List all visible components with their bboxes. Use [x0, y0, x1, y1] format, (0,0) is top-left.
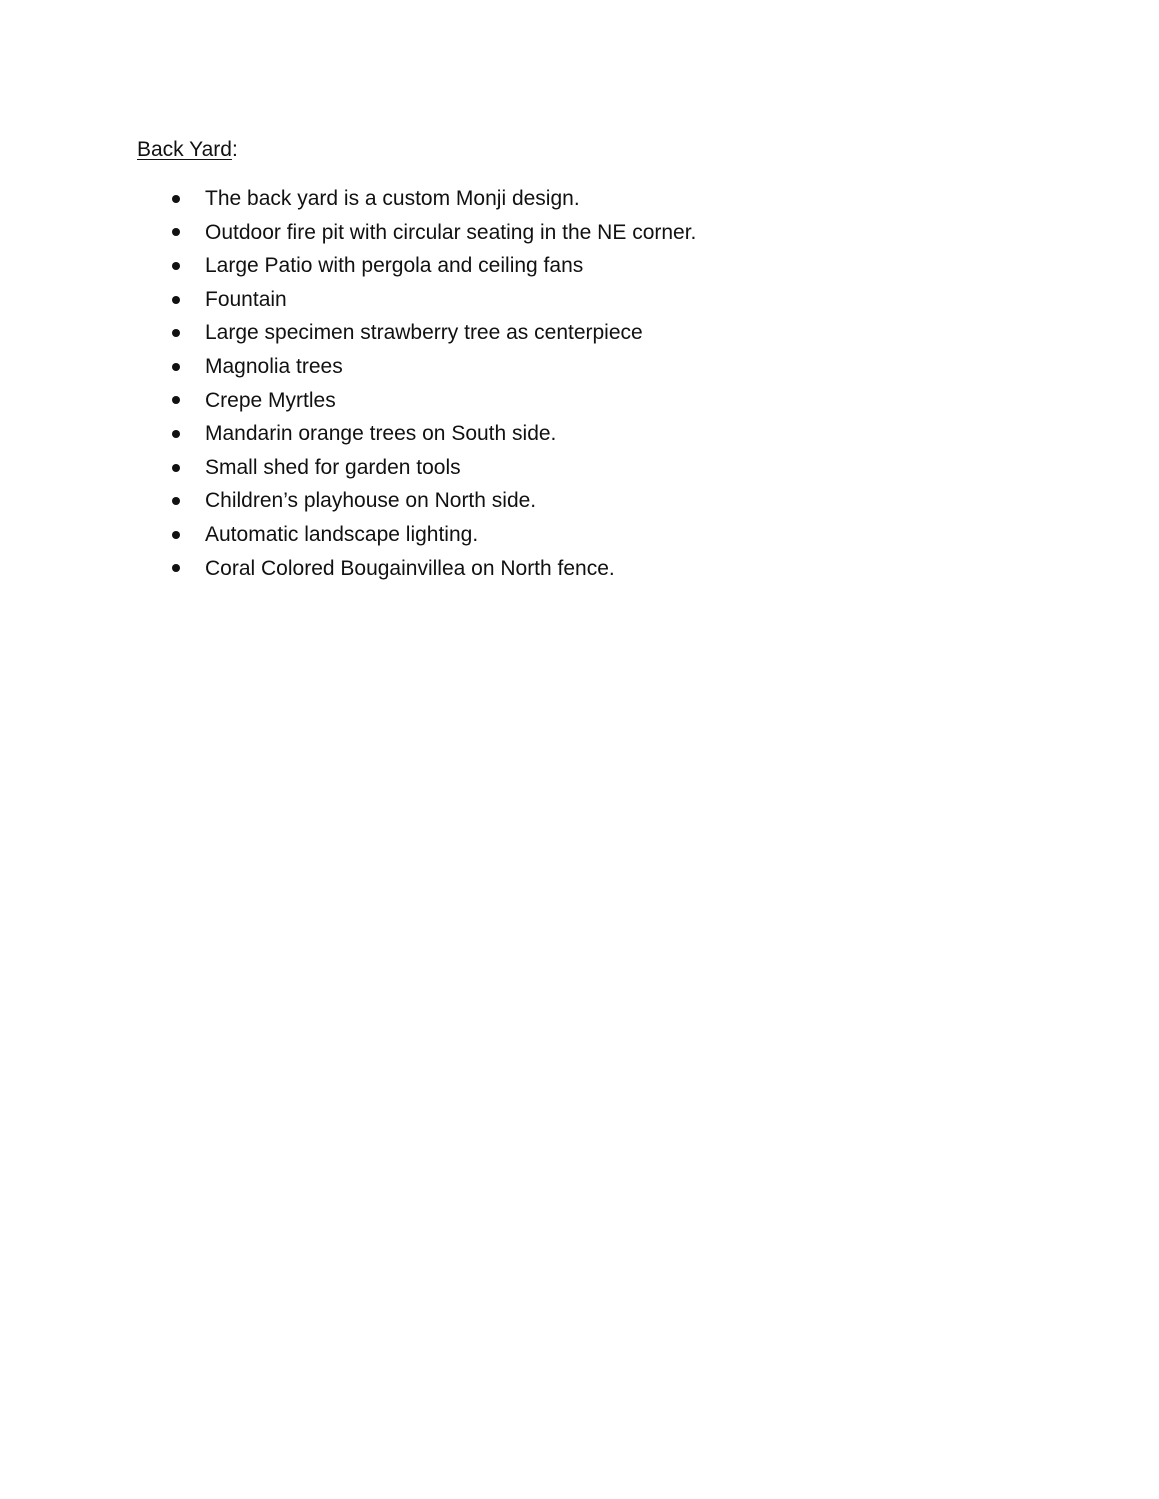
bullet-icon	[172, 464, 180, 472]
list-item-text: The back yard is a custom Monji design.	[205, 187, 580, 210]
bullet-icon	[172, 363, 180, 371]
bullet-icon	[172, 497, 180, 505]
list-item-text: Fountain	[205, 287, 287, 311]
list-item-text: Large specimen strawberry tree as centerpiece	[205, 321, 643, 345]
bullet-icon	[172, 195, 180, 203]
list-item-text: Large Patio with pergola and ceiling fans	[205, 254, 584, 278]
section-heading-title: Back Yard	[137, 138, 232, 161]
list-item-text: Children’s playhouse on North side.	[205, 489, 537, 513]
bullet-icon	[172, 262, 180, 270]
bullet-icon	[172, 430, 180, 438]
list-item-text: Automatic landscape lighting.	[205, 522, 479, 546]
bullet-icon	[172, 564, 180, 572]
bullet-icon	[172, 228, 180, 236]
list-item-text: Crepe Myrtles	[205, 388, 336, 412]
section-heading	[137, 136, 238, 164]
list-item-text: Small shed for garden tools	[205, 455, 461, 479]
bullet-icon	[172, 531, 180, 539]
section-heading-colon: :	[231, 138, 238, 161]
list-item-text: Coral Colored Bougainvillea on North fence.	[205, 556, 615, 580]
list-item-text: Outdoor fire pit with circular seating in the NE corner.	[205, 220, 697, 244]
bullet-icon	[172, 329, 180, 337]
bullet-icon	[172, 396, 180, 404]
bullet-icon	[172, 296, 180, 304]
list-item-text: Mandarin orange trees on South side.	[205, 422, 557, 446]
list-item-text: Magnolia trees	[205, 354, 343, 378]
